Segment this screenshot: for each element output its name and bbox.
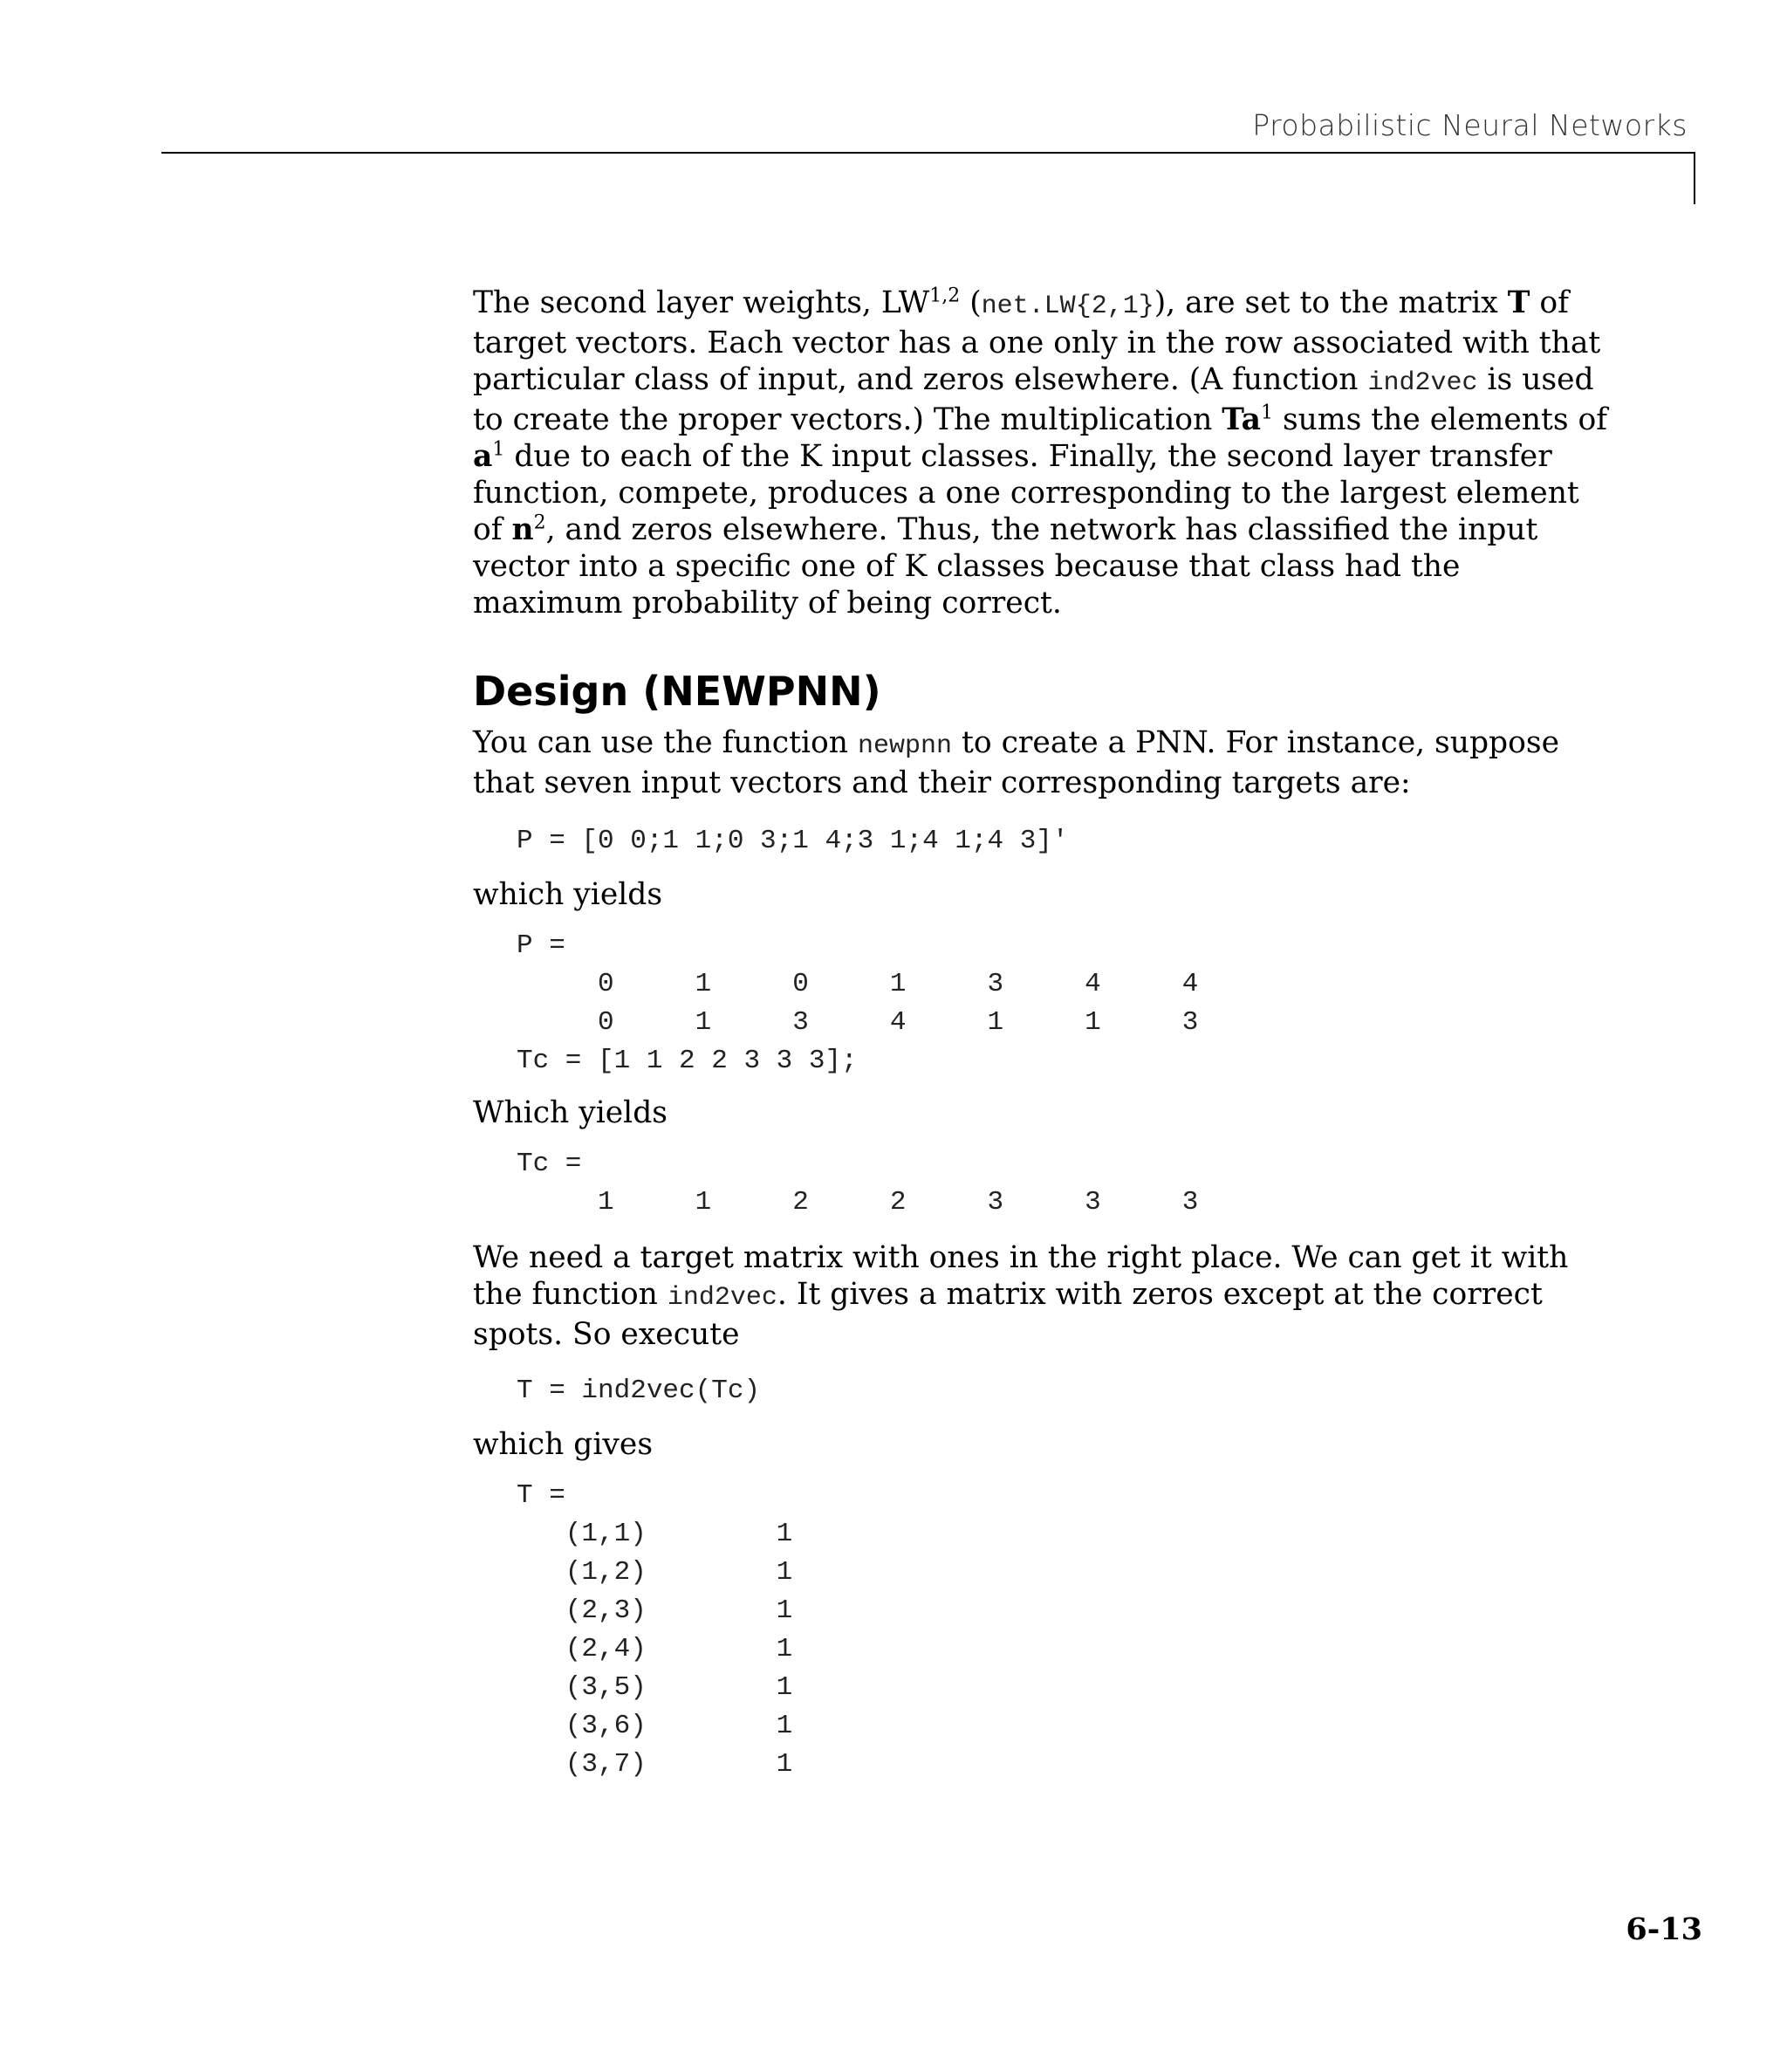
code-block-ind2vec: T = ind2vec(Tc) xyxy=(517,1376,761,1406)
code-block-p-def: P = [0 0;1 1;0 3;1 4;3 1;4 1;4 3]' xyxy=(517,826,1069,856)
section-heading: Design (NEWPNN) xyxy=(473,668,881,715)
design-paragraph: You can use the function newpnn to create a PNN. For instance, suppose that seven input vectors and their corresponding targets are: xyxy=(473,725,1560,800)
header-rule xyxy=(161,152,1695,154)
code-block-p-output: P = 0 1 0 1 3 4 4 0 1 3 4 1 1 3 Tc = [1 1 2 2 3 3 3]; xyxy=(517,930,1199,1076)
which-gives-label: which gives xyxy=(473,1427,654,1462)
running-header: Probabilistic Neural Networks xyxy=(1252,108,1688,142)
code-block-tc-output: Tc = 1 1 2 2 3 3 3 xyxy=(517,1149,1199,1218)
inline-code: ind2vec xyxy=(667,1283,777,1313)
intro-paragraph: The second layer weights, LW$^{1,2}$ (net.LW{2,1}), are set to the matrix T of target vectors. Each vector has a one only in the row associated with that particular class of input, and zeros elsewhere. (A function ind2vec is used to create the proper vectors.) The multiplication Ta$^1$ sums the elements of $a^1$ due to each of the K input classes. Finally, the second layer transfer function, compete, produces a one corresponding to the largest element of $n^2$, and zeros elsewhere. Thus, the network has classified the input vector into a specific one of K classes because that class had the maximum probability of being correct. xyxy=(473,285,1608,621)
inline-code: newpnn xyxy=(857,731,953,761)
page-content xyxy=(473,285,1616,1784)
target-matrix-paragraph: We need a target matrix with ones in the right place. We can get it with the function ind2vec. It gives a matrix with zeros except at the correct spots. So execute xyxy=(473,1240,1569,1352)
which-yields-label-2: Which yields xyxy=(473,1095,668,1130)
which-yields-label: which yields xyxy=(473,877,663,912)
header-tick xyxy=(1694,152,1695,204)
page-number: 6-13 xyxy=(1626,1911,1702,1947)
inline-code: net.LW{2,1} xyxy=(981,292,1154,321)
inline-code: ind2vec xyxy=(1367,368,1478,398)
code-block-t-output: T = (1,1) 1 (1,2) 1 (2,3) 1 (2,4) 1 (3,5) 1 (3,6) 1 (3,7) 1 xyxy=(517,1480,793,1780)
